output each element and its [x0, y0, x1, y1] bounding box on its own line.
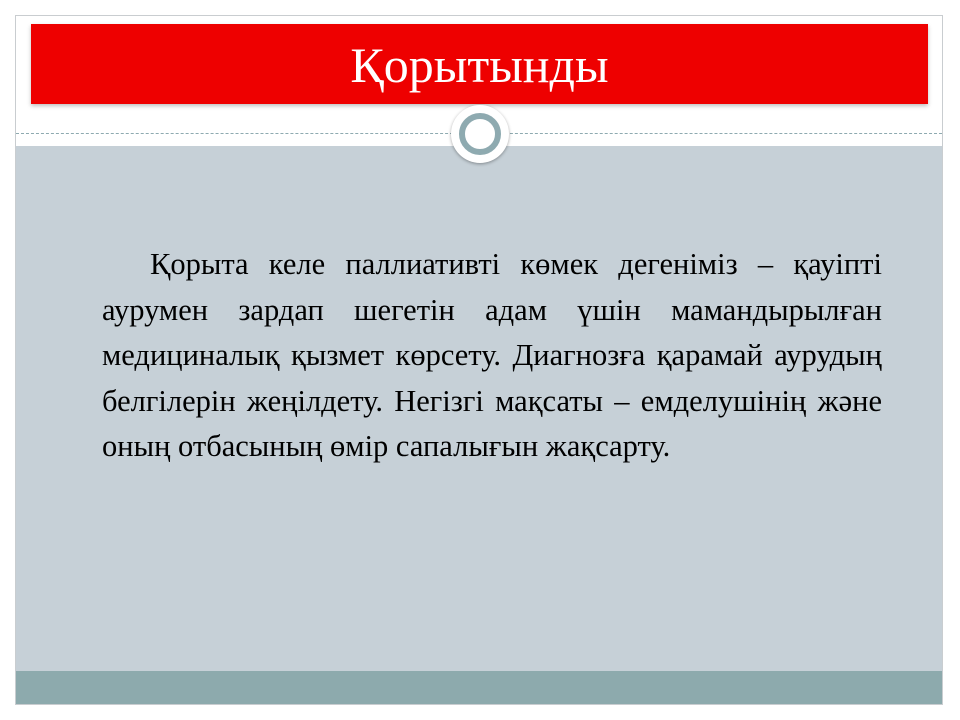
- slide-title: Қорытынды: [350, 37, 609, 93]
- slide-frame: [15, 15, 943, 705]
- body-paragraph: Қорыта келе паллиативті көмек дегеніміз – қауіпті аурумен зардап шегетін адам үшін мамандырылған медициналық қызмет көрсету. Диагнозға қарамай аурудың белгілерін жеңілдету. Негізгі мақсаты – емделушінің және оның отбасының өмір сапалығын жақсарту.: [102, 247, 882, 463]
